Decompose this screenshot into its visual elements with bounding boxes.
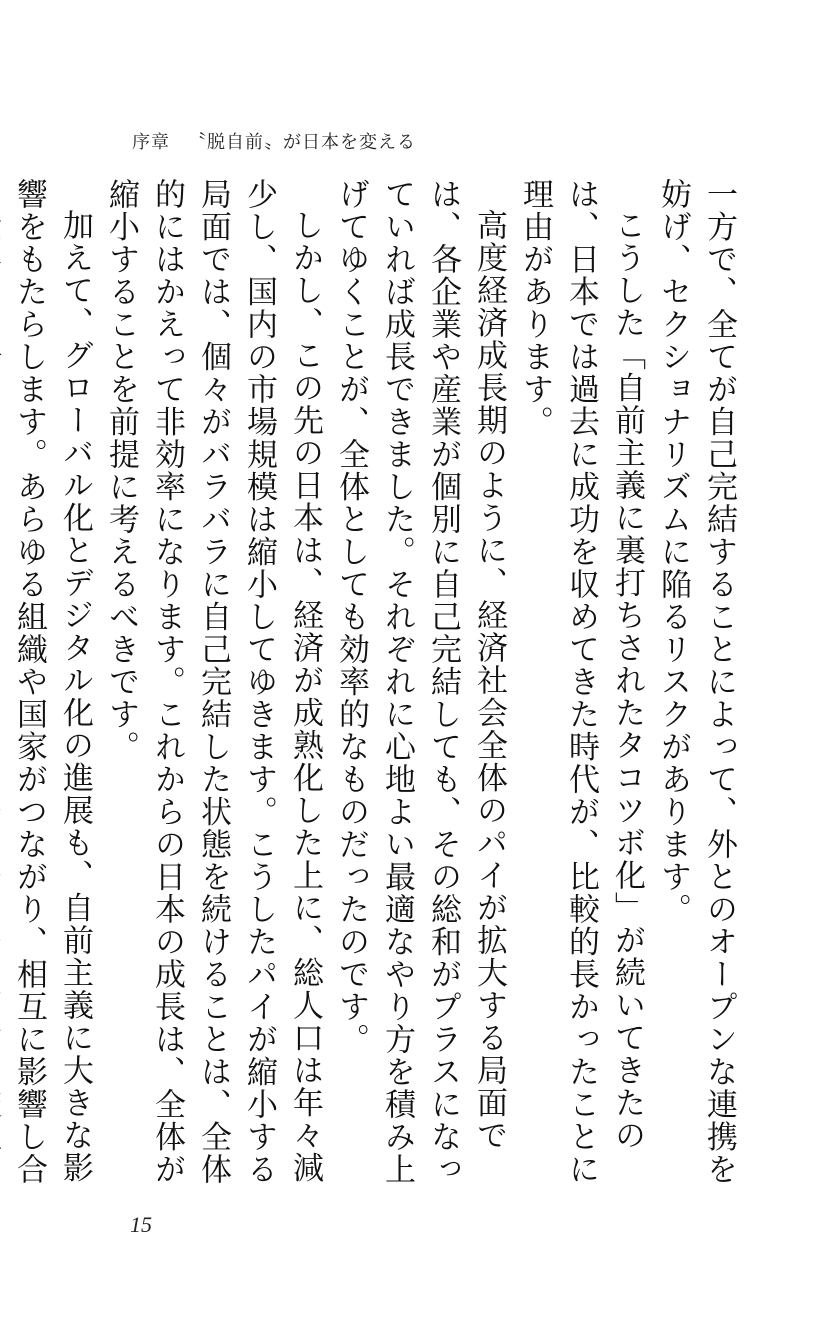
paragraph-2: こうした「自前主義に裏打ちされたタコツボ化」が続いてきたのは、日本では過去に成功を収めてきた時代が、比較的長かったことに理由があります。	[517, 178, 645, 1186]
running-head	[132, 128, 416, 154]
chapter-label: 序章	[132, 132, 170, 153]
paragraph-4: しかし、この先の日本は、経済が成熟化した上に、総人口は年々減少し、国内の市場規模は縮小してゆきます。こうしたパイが縮小する局面では、個々がバラバラに自己完結した状態を続けることは、全体的にはかえって非効率になります。これからの日本の成長は、全体が縮小することを前提に考えるべきです。	[103, 178, 323, 1186]
page-number: 15	[130, 1212, 152, 1237]
paragraph-5: 加えて、グローバル化とデジタル化の進展も、自前主義に大きな影響をもたらします。あらゆる組織や国家がつながり、相互に影響し合	[11, 178, 93, 1186]
paragraph-3: 高度経済成長期のように、経済社会全体のパイが拡大する局面では、各企業や産業が個別に自己完結しても、その総和がプラスになっていれば成長できました。それぞれに心地よい最適なやり方を積み上げてゆくことが、全体としても効率的なものだったのです。	[333, 178, 507, 1186]
vertical-body-text	[11, 178, 742, 1210]
paragraph-1: 一方で、全てが自己完結することによって、外とのオープンな連携を妨げ、セクショナリズムに陥るリスクがあります。	[655, 178, 737, 1186]
chapter-title: 〝脱自前〟が日本を変える	[188, 132, 416, 153]
